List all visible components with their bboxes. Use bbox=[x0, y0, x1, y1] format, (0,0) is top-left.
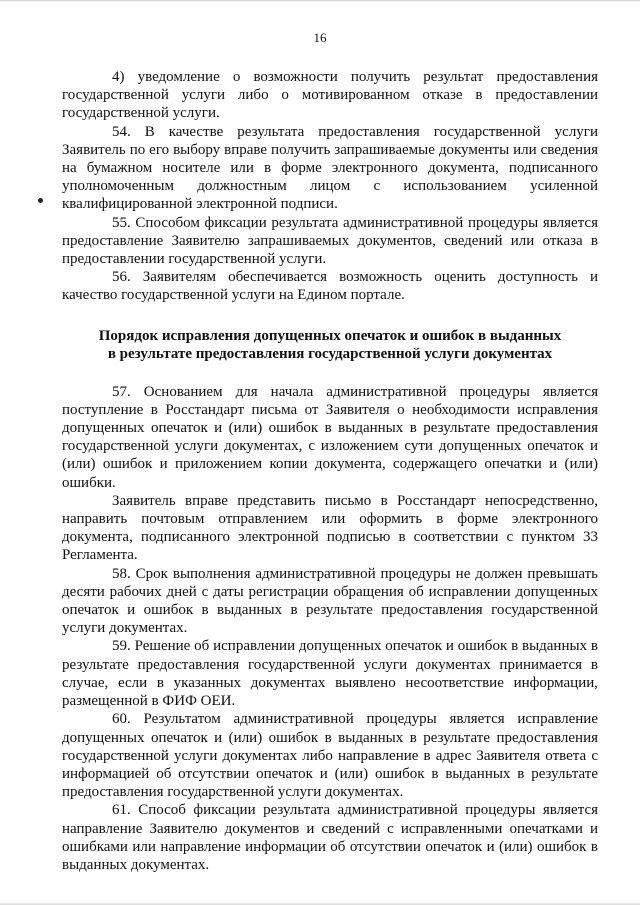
paragraph-55: 55. Способом фиксации результата административной процедуры является предоставление Заявителю запрашиваемых документов, сведений или отказа в предоставлении государственной услуги. bbox=[62, 214, 598, 268]
paragraph-57-continued: Заявитель вправе представить письмо в Росстандарт непосредственно, направить почтовым отправлением или оформить в форме электронного документа, подписанного электронной подписью в соответствии с пунктом 33 Регламента. bbox=[62, 492, 598, 564]
paragraph-61: 61. Способ фиксации результата административной процедуры является направление Заявителю документов и сведений с исправленными опечатками и ошибками или направление информации об отсутствии опечаток и (или) ошибок в выданных документах. bbox=[62, 802, 598, 873]
paragraph-58: 58. Срок выполнения административной процедуры не должен превышать десяти рабочих дней с даты регистрации обращения об исправлении допущенных опечаток и ошибок в выданных в результате предоставления государственной услуги документах. bbox=[62, 565, 598, 637]
paragraph-57: 57. Основанием для начала административной процедуры является поступление в Росстандарт письма от Заявителя о необходимости исправления допущенных опечаток и (или) ошибок в выданных в результате предоставления государственной услуги документах, с изложением сути допущенных опечаток и (или) ошибок и приложением копии документа, содержащего опечатки и (или) ошибки. bbox=[62, 383, 598, 491]
section-heading bbox=[62, 327, 598, 363]
document-body bbox=[62, 68, 598, 874]
scan-edge-top bbox=[0, 0, 640, 2]
section-heading-line-1: Порядок исправления допущенных опечаток и ошибок в выданных bbox=[98, 327, 562, 344]
paragraph-56: 56. Заявителям обеспечивается возможность оценить доступность и качество государственной услуги на Едином портале. bbox=[62, 269, 598, 304]
scan-artifact-dot bbox=[38, 198, 43, 203]
page-number: 16 bbox=[313, 30, 327, 45]
paragraph-54: 54. В качестве результата предоставления государственной услуги Заявитель по его выбору вправе получить запрашиваемые документы или сведения на бумажном носителе или в форме электронного документа, подписанного уполномоченным должностным лицом с использованием усиленной квалифицированной электронной подписи. bbox=[62, 123, 598, 213]
paragraph-59: 59. Решение об исправлении допущенных опечаток и ошибок в выданных в результате предоставления государственной услуги документах принимается в случае, если в указанных документах выявлено несоответствие информации, размещенной в ФИФ ОЕИ. bbox=[62, 638, 598, 710]
paragraph-item-4: 4) уведомление о возможности получить результат предоставления государственной услуги либо о мотивированном отказе в предоставлении государственной услуги. bbox=[62, 69, 598, 122]
paragraph-60: 60. Результатом административной процедуры является исправление допущенных опечаток и (или) ошибок в выданных в результате предоставления государственной услуги документах либо направление в адрес Заявителя ответа с информацией об отсутствии опечаток и (или) ошибок в выданных в результате предоставления государственной услуги документах. bbox=[62, 711, 598, 801]
section-heading-line-2: в результате предоставления государственной услуги документах bbox=[107, 345, 553, 362]
